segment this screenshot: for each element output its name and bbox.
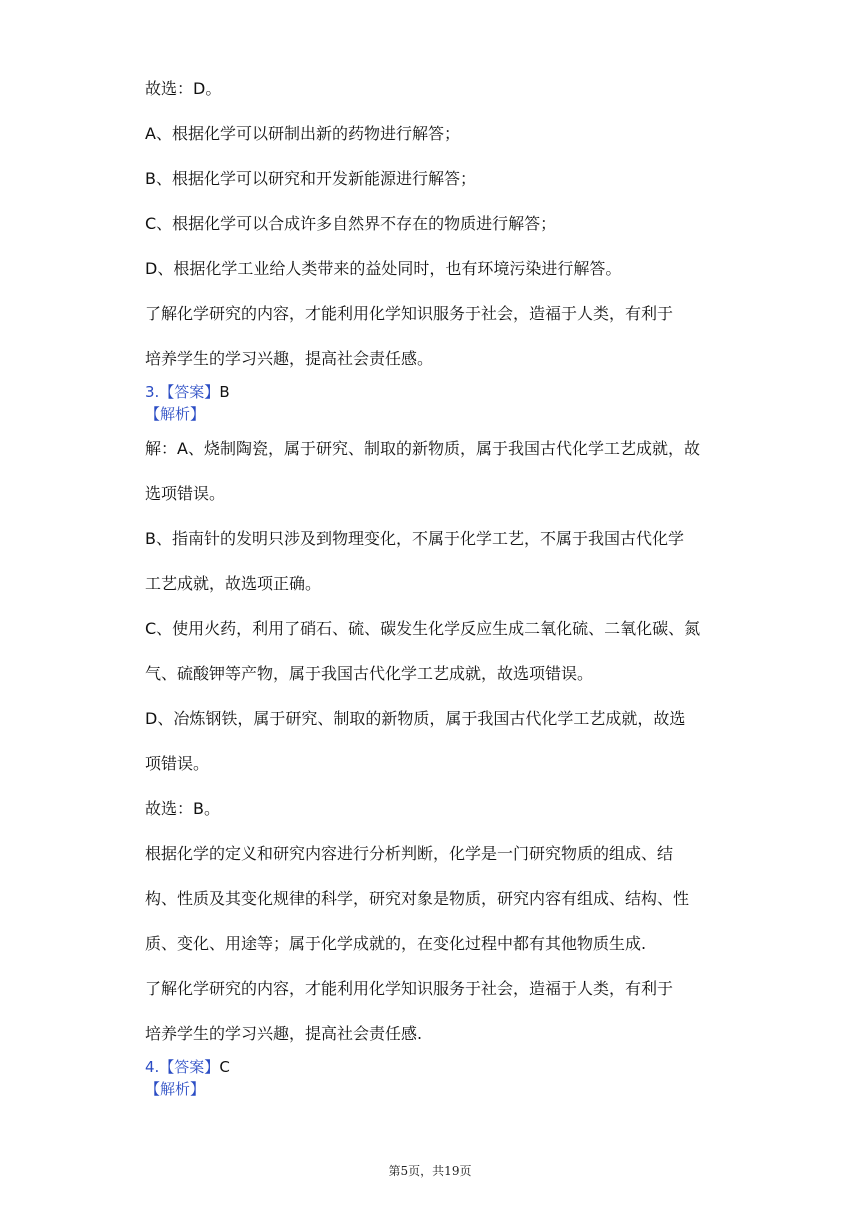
q3-line: C、使用火药，利用了硝石、硫、碳发生化学反应生成二氧化硫、二氧化碳、氮: [145, 619, 701, 638]
page-number-footer: 第5页，共19页: [388, 1164, 472, 1178]
q4-answer-heading: [145, 1057, 230, 1077]
q3-line: B、指南针的发明只涉及到物理变化，不属于化学工艺，不属于我国古代化学: [145, 529, 684, 548]
q2-option-b: B、根据化学可以研究和开发新能源进行解答；: [145, 169, 476, 188]
q3-line: 选项错误。: [145, 484, 226, 503]
q2-option-d: D、根据化学工业给人类带来的益处同时，也有环境污染进行解答。: [145, 259, 622, 278]
q3-answer-prefix: 3.【答案】: [145, 383, 220, 401]
q3-line: 了解化学研究的内容，才能利用化学知识服务于社会，造福于人类，有利于: [145, 979, 674, 998]
q3-line: 质、变化、用途等；属于化学成就的，在变化过程中都有其他物质生成.: [145, 934, 647, 953]
q2-option-a: A、根据化学可以研制出新的药物进行解答；: [145, 124, 460, 143]
q2-choice: 故选：D。: [145, 79, 222, 98]
q3-line: 工艺成就，故选项正确。: [145, 574, 322, 593]
q3-answer-heading: [145, 382, 230, 402]
q3-line: 根据化学的定义和研究内容进行分析判断，化学是一门研究物质的组成、结: [145, 844, 674, 863]
q2-option-c: C、根据化学可以合成许多自然界不存在的物质进行解答；: [145, 214, 557, 233]
q4-answer-prefix: 4.【答案】: [145, 1058, 220, 1076]
q3-line: D、冶炼钢铁，属于研究、制取的新物质，属于我国古代化学工艺成就，故选: [145, 709, 686, 728]
q4-analysis-label: 【解析】: [145, 1080, 206, 1098]
q3-analysis-label: 【解析】: [145, 405, 206, 423]
q3-line: 解：A、烧制陶瓷，属于研究、制取的新物质，属于我国古代化学工艺成就，故: [145, 439, 700, 458]
q3-line: 项错误。: [145, 754, 210, 773]
q4-answer-letter: C: [219, 1058, 230, 1076]
q2-summary-line-1: 了解化学研究的内容，才能利用化学知识服务于社会，造福于人类，有利于: [145, 304, 674, 323]
q3-line: 培养学生的学习兴趣，提高社会责任感.: [145, 1024, 423, 1043]
q3-answer-letter: B: [219, 383, 230, 401]
q3-line: 构、性质及其变化规律的科学，研究对象是物质，研究内容有组成、结构、性: [145, 889, 690, 908]
q2-summary-line-2: 培养学生的学习兴趣，提高社会责任感。: [145, 349, 434, 368]
q3-line: 故选：B。: [145, 799, 220, 818]
q3-line: 气、硫酸钾等产物，属于我国古代化学工艺成就，故选项错误。: [145, 664, 594, 683]
